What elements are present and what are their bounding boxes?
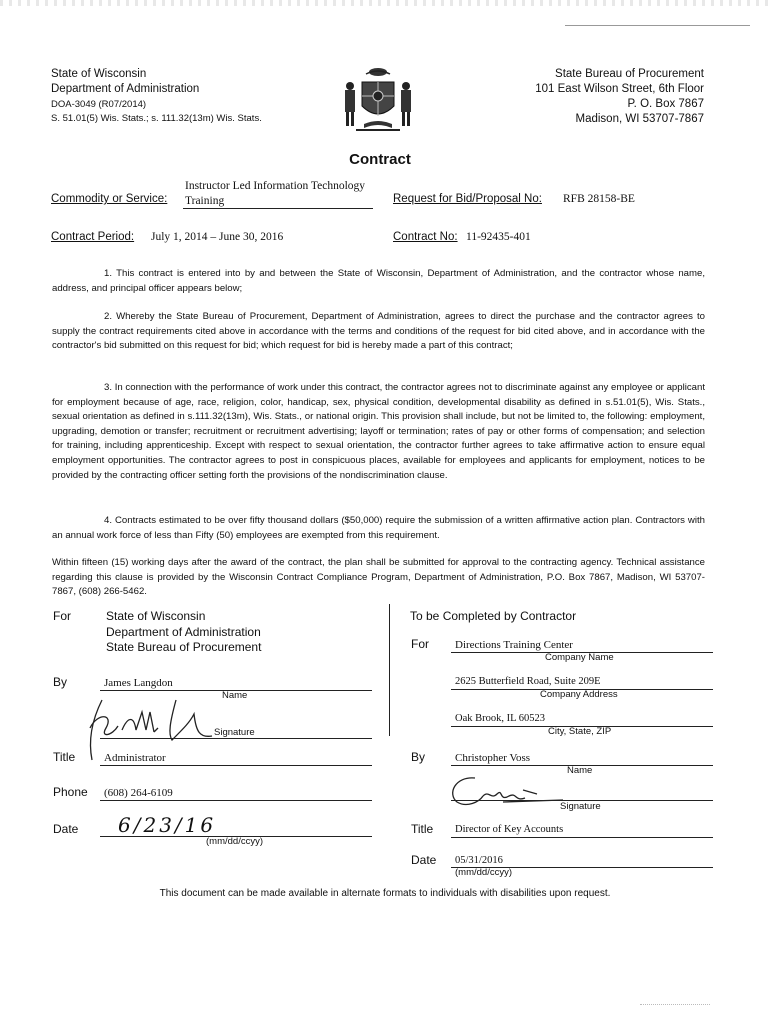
contractor-for-label: For bbox=[411, 637, 429, 651]
state-org-line-3: State Bureau of Procurement bbox=[106, 640, 262, 654]
contract-number-value: 11-92435-401 bbox=[466, 231, 531, 243]
contractor-title-label: Title bbox=[411, 822, 434, 836]
header-left bbox=[51, 67, 262, 126]
state-name-caption: Name bbox=[222, 690, 248, 701]
accessibility-footer: This document can be made available in alternate formats to individuals with disabilities upon request. bbox=[159, 888, 611, 899]
document-title: Contract bbox=[349, 151, 411, 168]
state-phone-value: (608) 264-6109 bbox=[104, 787, 173, 799]
paragraph-4: 4. Contracts estimated to be over fifty thousand dollars ($50,000) require the submission of a written affirmative action plan. Contractors with an annual work force of less than Fifty (50) employees are exempted from this requirement. bbox=[52, 515, 705, 541]
scan-edge-top bbox=[0, 0, 770, 6]
state-signature-line bbox=[100, 738, 372, 739]
commodity-value-line1: Instructor Led Information Technology bbox=[185, 180, 366, 192]
paragraph-1: 1. This contract is entered into by and between the State of Wisconsin, Department of Administration, and the contractor whose name, address, and principal officer appears below; bbox=[52, 268, 705, 294]
rfb-label: Request for Bid/Proposal No: bbox=[393, 193, 542, 205]
contractor-name-value: Christopher Voss bbox=[455, 752, 531, 764]
state-date-value: 6/23/16 bbox=[118, 813, 217, 837]
state-org-line-2: Department of Administration bbox=[106, 624, 261, 639]
rfb-value: RFB 28158-BE bbox=[563, 193, 635, 205]
state-title-label: Title bbox=[53, 750, 76, 764]
period-label: Contract Period: bbox=[51, 231, 135, 243]
state-phone-line bbox=[100, 800, 372, 801]
scan-edge-bottom bbox=[640, 1004, 710, 1005]
scan-rule-top bbox=[565, 25, 750, 26]
state-name-value: James Langdon bbox=[104, 677, 173, 689]
state-org-line-1: State of Wisconsin bbox=[106, 609, 206, 623]
contractor-signature-icon bbox=[445, 772, 575, 812]
company-name-caption: Company Name bbox=[545, 652, 614, 663]
paragraph-3: 3. In connection with the performance of work under this contract, the contractor agrees not to discriminate against any employee or applicant for employment because of age, race, religion, color, handicap, sex, physical condition, developmental disability as defined in s.51.01(5), Wis. Stats., sexual orientation as defined in s.111.32(13m), Wis. Stats., or national origin. This provision shall include, but not be limited to, the following: employment, upgrading, demotion or transfer; recruitment or recruitment advertising; layoff or termination; rates of pay or other forms of compensation; and selection for training, including apprenticeship. Except with respect to sexual orientation, the contractor further agrees to take affirmative action to ensure equal employment opportunities. The contractor agrees to post in conspicuous places, available for employees and applicants for employment, notices to be provided by the contracting officer setting forth the provisions of the nondiscrimination clause. bbox=[52, 382, 705, 481]
signature-divider bbox=[389, 604, 390, 736]
contractor-heading: To be Completed by Contractor bbox=[410, 609, 577, 623]
state-date-label: Date bbox=[53, 822, 79, 836]
company-city-value: Oak Brook, IL 60523 bbox=[455, 713, 546, 724]
form-number: DOA-3049 (R07/2014) bbox=[51, 99, 147, 110]
contract-number-label: Contract No: bbox=[393, 231, 458, 243]
commodity-label: Commodity or Service: bbox=[51, 193, 168, 205]
contractor-title-value: Director of Key Accounts bbox=[455, 824, 564, 835]
state-title-line bbox=[100, 765, 372, 766]
bureau-street: 101 East Wilson Street, 6th Floor bbox=[535, 83, 704, 95]
wisconsin-seal-icon bbox=[338, 64, 418, 136]
contractor-date-value: 05/31/2016 bbox=[455, 855, 503, 866]
company-name-value: Directions Training Center bbox=[455, 639, 573, 651]
header-state: State of Wisconsin bbox=[51, 68, 147, 80]
bureau-po-box: P. O. Box 7867 bbox=[627, 98, 704, 110]
state-for-label: For bbox=[53, 609, 71, 623]
state-by-label: By bbox=[53, 675, 68, 689]
state-phone-label: Phone bbox=[53, 785, 88, 799]
header-right bbox=[480, 67, 704, 127]
state-title-value: Administrator bbox=[104, 752, 166, 764]
statute-reference: S. 51.01(5) Wis. Stats.; s. 111.32(13m) Wis. Stats. bbox=[51, 113, 262, 124]
contractor-title-line bbox=[451, 837, 713, 838]
contractor-signature-caption: Signature bbox=[560, 801, 601, 812]
bureau-name: State Bureau of Procurement bbox=[555, 68, 704, 80]
period-value: July 1, 2014 – June 30, 2016 bbox=[151, 231, 284, 243]
state-date-caption: (mm/dd/ccyy) bbox=[206, 836, 263, 847]
contractor-date-label: Date bbox=[411, 853, 437, 867]
commodity-underline bbox=[183, 208, 373, 209]
paragraph-5: Within fifteen (15) working days after the award of the contract, the plan shall be submitted for approval to the contracting agency. Technical assistance regarding this clause is provided by the Wisconsin Contract Compliance Program, Department of Administration, P.O. Box 7867, Madison, WI 53707-7867, (608) 266-5462. bbox=[52, 557, 705, 598]
contractor-name-caption: Name bbox=[567, 765, 593, 776]
state-signature-caption: Signature bbox=[214, 727, 255, 738]
commodity-value-line2: Training bbox=[185, 195, 225, 207]
bureau-city: Madison, WI 53707-7867 bbox=[575, 113, 704, 125]
company-address-value: 2625 Butterfield Road, Suite 209E bbox=[455, 676, 601, 687]
header-department: Department of Administration bbox=[51, 83, 200, 95]
state-org bbox=[106, 609, 261, 656]
company-address-caption: Company Address bbox=[540, 689, 618, 700]
company-city-caption: City, State, ZIP bbox=[548, 726, 612, 737]
contractor-by-label: By bbox=[411, 750, 426, 764]
paragraph-2: 2. Whereby the State Bureau of Procurement, Department of Administration, agrees to direct the purchase and the contractor agrees to supply the contract requirements cited above in accordance with the terms and conditions of the request for bid cited above, and in accordance with the contractor's bid submitted on this request for bid; which request for bid is hereby made a part of this contract; bbox=[52, 311, 705, 352]
contractor-date-caption: (mm/dd/ccyy) bbox=[455, 867, 512, 878]
